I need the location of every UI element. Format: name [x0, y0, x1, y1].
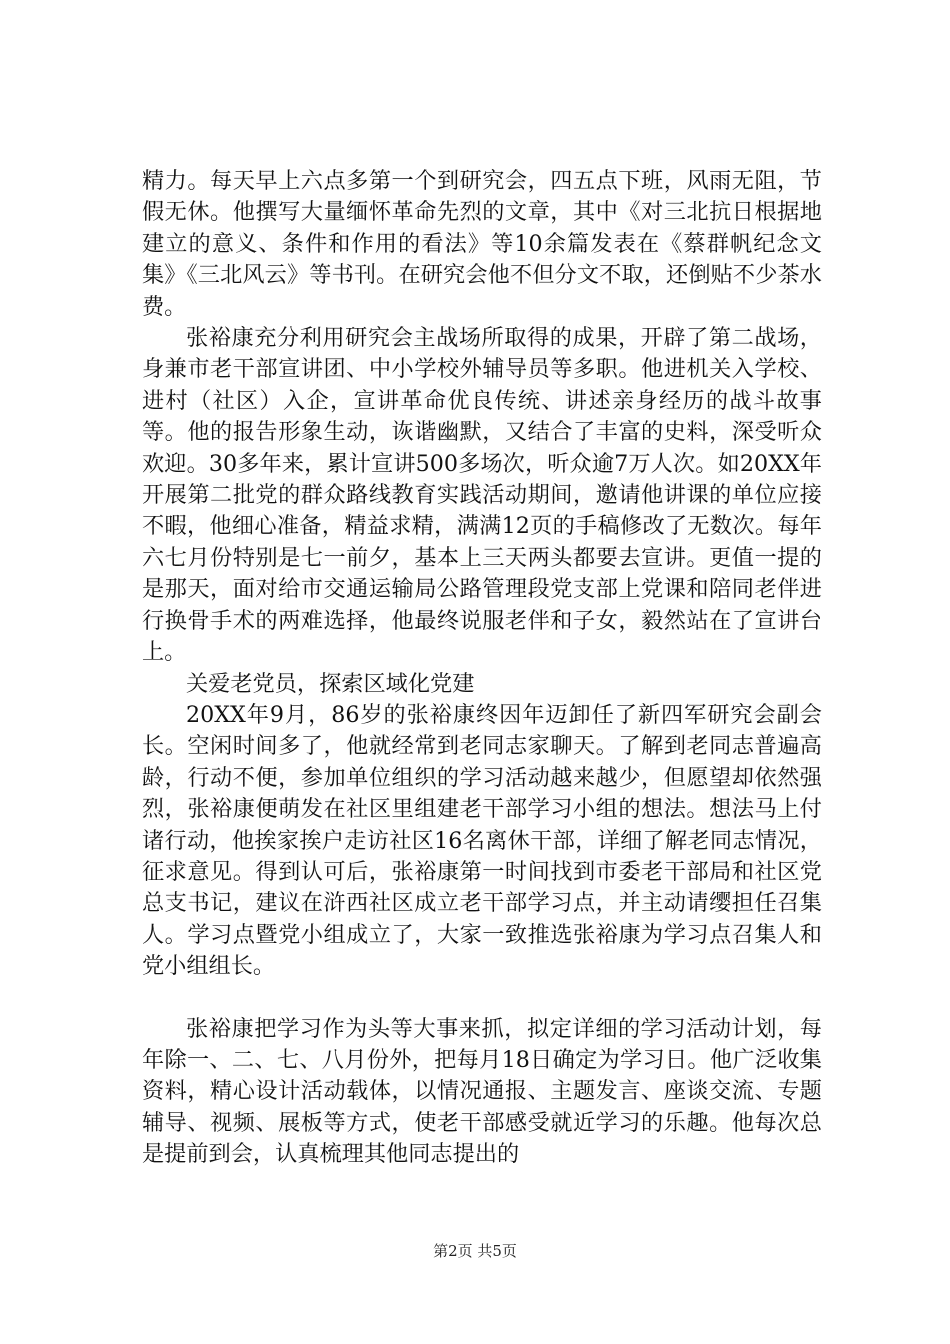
- section-heading: 关爱老党员，探索区域化党建: [186, 670, 475, 697]
- page-total: 共5页: [477, 1242, 517, 1260]
- paragraph-study-plan: 张裕康把学习作为头等大事来抓，拟定详细的学习活动计划，每年除一、二、七、八月份外，把每月18日确定为学习日。他广泛收集资料，精心设计活动载体，以情况通报、主题发言、座谈交流、专题辅导、视频、展板等方式，使老干部感受就近学习的乐趣。他每次总是提前到会，认真梳理其他同志提出的: [142, 1015, 822, 1168]
- page-number: 第2页: [433, 1242, 473, 1260]
- paragraph-study-group: 20XX年9月，86岁的张裕康终因年迈卸任了新四军研究会副会长。空闲时间多了，他就经常到老同志家聊天。了解到老同志普遍高龄，行动不便，参加单位组织的学习活动越来越少，但愿望却依然强烈，张裕康便萌发在社区里组建老干部学习小组的想法。想法马上付诸行动，他挨家挨户走访社区16名离休干部，详细了解老同志情况，征求意见。得到认可后，张裕康第一时间找到市委老干部局和社区党总支书记，建议在浒西社区成立老干部学习点，并主动请缨担任召集人。学习点暨党小组成立了，大家一致推选张裕康为学习点召集人和党小组组长。: [142, 701, 822, 980]
- paragraph-lecturing: 张裕康充分利用研究会主战场所取得的成果，开辟了第二战场，身兼市老干部宣讲团、中小学校外辅导员等多职。他进机关入学校、进村（社区）入企，宣讲革命优良传统、讲述亲身经历的战斗故事等。他的报告形象生动，诙谐幽默，又结合了丰富的史料，深受听众欢迎。30多年来，累计宣讲500多场次，听众逾7万人次。如20XX年开展第二批党的群众路线教育实践活动期间，邀请他讲课的单位应接不暇，他细心准备，精益求精，满满12页的手稿修改了无数次。每年六七月份特别是七一前夕，基本上三天两头都要去宣讲。更值一提的是那天，面对给市交通运输局公路管理段党支部上党课和陪同老伴进行换骨手术的两难选择，他最终说服老伴和子女，毅然站在了宣讲台上。: [142, 325, 822, 666]
- document-body: [142, 166, 822, 1171]
- paragraph-continued: 精力。每天早上六点多第一个到研究会，四五点下班，风雨无阻，节假无休。他撰写大量缅怀革命先烈的文章，其中《对三北抗日根据地建立的意义、条件和作用的看法》等10余篇发表在《蔡群帆纪念文集》《三北风云》等书刊。在研究会他不但分文不取，还倒贴不少茶水费。: [142, 168, 822, 320]
- page-footer: [0, 1241, 950, 1261]
